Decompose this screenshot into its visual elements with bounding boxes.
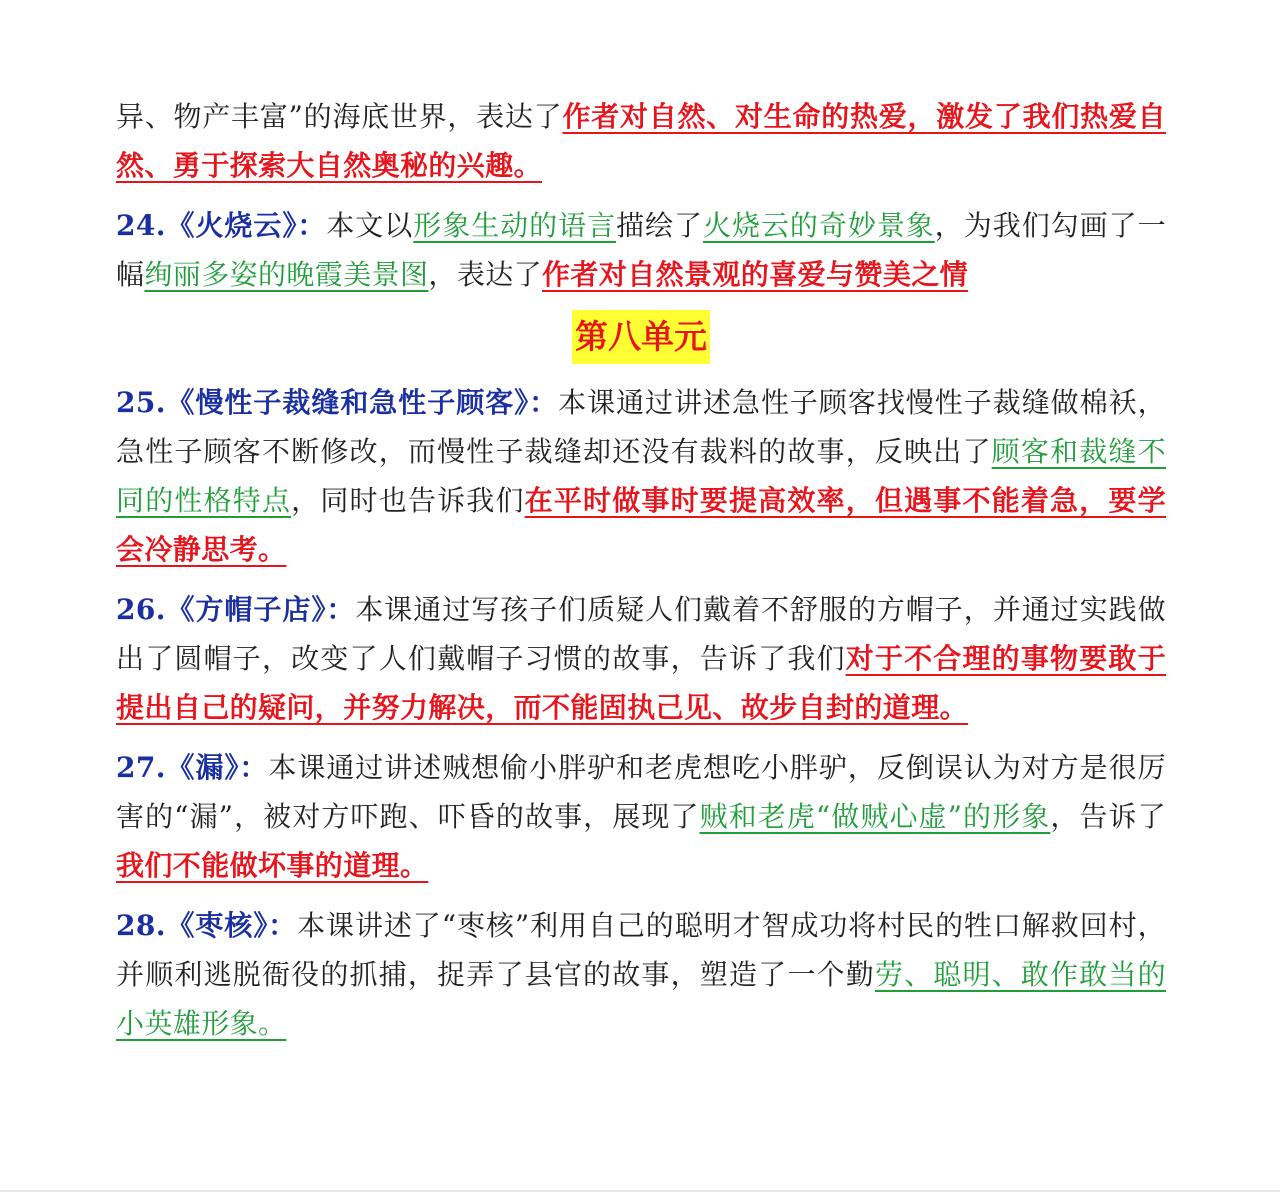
paragraph-25 — [116, 378, 1166, 574]
lesson-title-27: 27.《漏》： — [116, 751, 269, 784]
green-emphasis: 绚丽多姿的晚霞美景图 — [144, 258, 429, 291]
green-emphasis: 劳、聪明、敢作敢当的小英雄形象。 — [116, 958, 1166, 1040]
red-emphasis: 在平时做事时要提高效率，但遇事不能着急，要学会冷静思考。 — [116, 484, 1167, 566]
body-text: 本课通过讲述急性子顾客找慢性子裁缝做棉袄，急性子顾客不断修改，而慢性子裁缝却还没有裁料的故事，反映出了 — [116, 386, 1167, 468]
green-emphasis: 顾客和裁缝不同的性格特点 — [116, 435, 1166, 517]
paragraph-26 — [116, 585, 1166, 732]
lesson-title-24: 24.《火烧云》： — [116, 209, 327, 242]
body-text: ，表达了 — [428, 258, 543, 291]
body-text: 描绘了 — [616, 209, 703, 242]
unit-heading: 第八单元 — [572, 310, 710, 364]
unit-heading-wrap — [116, 310, 1166, 372]
green-emphasis: 形象生动的语言 — [413, 209, 617, 242]
body-text: ，同时也告诉我们 — [291, 484, 525, 517]
body-text: 异、物产丰富”的海底世界，表达了 — [116, 100, 563, 133]
green-emphasis: 火烧云的奇妙景象 — [702, 209, 935, 242]
body-text: 本课通过写孩子们质疑人们戴着不舒服的方帽子，并通过实践做出了圆帽子，改变了人们戴帽子习惯的故事，告诉了我们 — [116, 593, 1166, 675]
red-emphasis: 对于不合理的事物要敢于提出自己的疑问，并努力解决，而不能固执己见、故步自封的道理。 — [116, 642, 1166, 724]
body-text: 本课讲述了“枣核”利用自己的聪明才智成功将村民的牲口解救回村，并顺利逃脱衙役的抓捕，捉弄了县官的故事，塑造了一个勤 — [116, 909, 1166, 991]
body-text: 本课通过讲述贼想偷小胖驴和老虎想吃小胖驴，反倒误认为对方是很厉害的“漏”，被对方吓跑、吓昏的故事，展现了 — [116, 751, 1167, 833]
red-emphasis: 作者对自然景观的喜爱与赞美之情 — [542, 258, 969, 291]
paragraph-23-continued — [116, 92, 1166, 190]
lesson-title-28: 28.《枣核》： — [116, 909, 298, 942]
body-text: ，告诉了 — [1050, 800, 1166, 833]
lesson-title-25: 25.《慢性子裁缝和急性子顾客》： — [116, 386, 559, 419]
red-emphasis: 作者对自然、对生命的热爱，激发了我们热爱自然、勇于探索大自然奥秘的兴趣。 — [116, 100, 1167, 182]
body-text: ，为我们勾画了一幅 — [116, 209, 1166, 291]
paragraph-27 — [116, 743, 1166, 890]
document-page — [116, 92, 1166, 1059]
body-text: 本文以 — [326, 209, 414, 242]
green-emphasis: 贼和老虎“做贼心虚”的形象 — [699, 800, 1051, 833]
red-emphasis: 我们不能做坏事的道理。 — [116, 849, 429, 882]
lesson-title-26: 26.《方帽子店》： — [116, 593, 356, 626]
paragraph-28 — [116, 901, 1166, 1048]
paragraph-24 — [116, 201, 1166, 299]
